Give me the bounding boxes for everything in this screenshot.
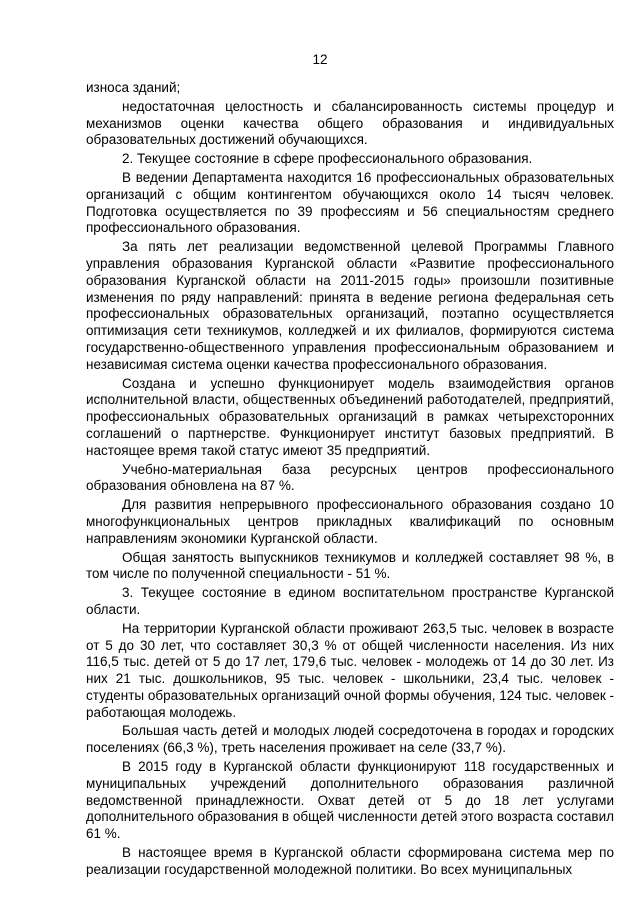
paragraph: Учебно-материальная база ресурсных центров профессионального образования обновлена на 87 %. [86,461,614,494]
paragraph: В 2015 году в Курганской области функционируют 118 государственных и муниципальных учреждений дополнительного образования различной ведомственной принадлежности. Охват детей от 5 до 18 лет услугами дополнительного образования в общей численности детей этого возраста составил 61 %. [86,759,614,842]
paragraph: недостаточная целостность и сбалансированность системы процедур и механизмов оценки качества общего образования и индивидуальных образовательных достижений обучающихся. [86,98,614,148]
paragraph: Общая занятость выпускников техникумов и колледжей составляет 98 %, в том числе по полученной специальности - 51 %. [86,549,614,582]
paragraph: На территории Курганской области проживают 263,5 тыс. человек в возрасте от 5 до 30 лет, что составляет 30,3 % от общей численности населения. Из них 116,5 тыс. детей от 5 до 17 лет, 179,6 тыс. человек - молодежь от 14 до 30 лет. Из них 21 тыс. дошкольников, 95 тыс. человек - школьники, 23,4 тыс. человек - студенты образовательных организаций очной формы обучения, 124 тыс. человек - работающая молодежь. [86,620,614,720]
paragraph: износа зданий; [86,80,181,95]
section-heading: 3. Текущее состояние в едином воспитательном пространстве Курганской области. [86,585,614,617]
paragraph: В ведении Департамента находится 16 профессиональных образовательных организаций с общим контингентом обучающихся около 14 тысяч человек. Подготовка осуществляется по 39 профессиям и 56 специальностям среднего профессионального образования. [86,169,614,236]
paragraph: В настоящее время в Курганской области сформирована система мер по реализации государственной молодежной политики. Во всех муниципальных [86,845,614,877]
section-heading: 2. Текущее состояние в сфере профессионального образования. [122,151,533,167]
page-number: 12 [312,52,328,67]
paragraph: Большая часть детей и молодых людей сосредоточена в городах и городских поселениях (66,3 %), треть населения проживает на селе (33,7 %). [86,723,614,756]
paragraph: За пять лет реализации ведомственной целевой Программы Главного управления образования Курганской области «Развитие профессионального образования Курганской области на 2011-2015 годы» произошли позитивные изменения по ряду направлений: принята в ведение региона федеральная сеть профессиональных образовательных организаций, поэтапно осуществляется оптимизация сети техникумов, колледжей и их филиалов, формируются система государственно-общественного управления профессиональным образованием и независимая система оценки качества профессионального образования. [86,239,614,372]
document-body [86,80,614,881]
paragraph: Для развития непрерывного профессионального образования создано 10 многофункциональных центров прикладных квалификаций по основным направлениям экономики Курганской области. [86,497,614,546]
paragraph: Создана и успешно функционирует модель взаимодействия органов исполнительной власти, общественных объединений работодателей, предприятий, профессиональных образовательных организаций в рамках четырехсторонних соглашений о партнерстве. Функционирует институт базовых предприятий. В настоящее время такой статус имеют 35 предприятий. [86,375,614,458]
